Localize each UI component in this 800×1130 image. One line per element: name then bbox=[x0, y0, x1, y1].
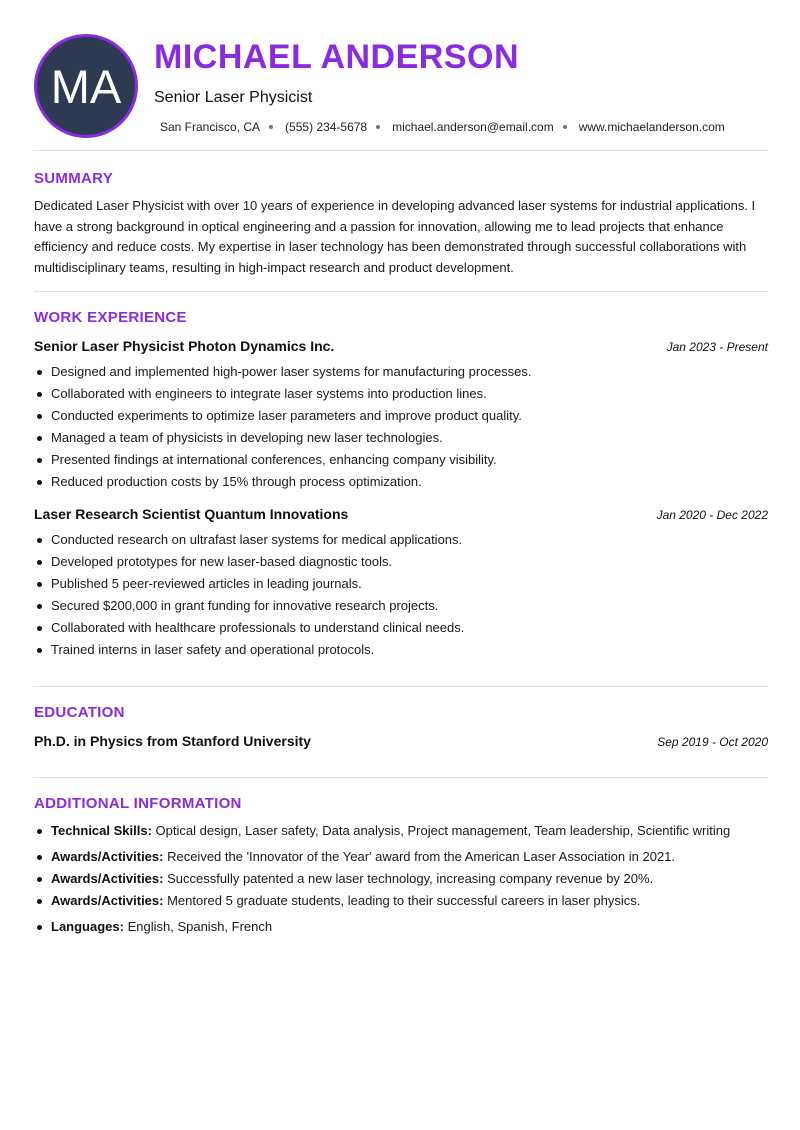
summary-text: Dedicated Laser Physicist with over 10 years of experience in developing advanced laser systems for industrial applications. I have a strong background in optical engineering and a passion for innovation, allowing me to lead projects that enhance efficiency and reduce costs. My expertise in laser technology has been demonstrated through successful collaborations with multidisciplinary teams, resulting in high-impact research and product development. bbox=[34, 198, 756, 275]
job-bullets bbox=[34, 361, 768, 493]
contact-email[interactable]: michael.anderson@email.com bbox=[392, 120, 554, 134]
job-header bbox=[34, 338, 768, 356]
job-role: Senior Laser Physicist Photon Dynamics Inc. bbox=[34, 338, 335, 354]
section-divider bbox=[34, 291, 768, 292]
job-date: Jan 2020 - Dec 2022 bbox=[656, 508, 768, 522]
contact-phone: (555) 234-5678 bbox=[285, 120, 368, 134]
separator-dot-icon bbox=[563, 125, 567, 129]
education-date: Sep 2019 - Oct 2020 bbox=[657, 735, 768, 749]
item-label: Awards/Activities: bbox=[51, 849, 164, 864]
additional-info-heading: ADDITIONAL INFORMATION bbox=[34, 795, 242, 812]
candidate-title: Senior Laser Physicist bbox=[154, 89, 313, 106]
list-item bbox=[34, 820, 768, 842]
work-experience-heading: WORK EXPERIENCE bbox=[34, 309, 187, 326]
list-item: Managed a team of physicists in developing new laser technologies. bbox=[34, 427, 768, 449]
list-item: Presented findings at international conferences, enhancing company visibility. bbox=[34, 449, 768, 471]
list-item bbox=[34, 916, 768, 938]
list-item bbox=[34, 890, 768, 912]
item-label: Languages: bbox=[51, 919, 124, 934]
list-item: Conducted experiments to optimize laser parameters and improve product quality. bbox=[34, 405, 768, 427]
summary-heading: SUMMARY bbox=[34, 170, 114, 187]
list-item: Conducted research on ultrafast laser systems for medical applications. bbox=[34, 529, 768, 551]
item-text: Received the 'Innovator of the Year' award from the American Laser Association in 2021. bbox=[163, 849, 676, 864]
job-header bbox=[34, 506, 768, 524]
list-item bbox=[34, 846, 768, 868]
list-item: Designed and implemented high-power laser systems for manufacturing processes. bbox=[34, 361, 768, 383]
list-item bbox=[34, 868, 768, 890]
item-text: Optical design, Laser safety, Data analysis, Project management, Team leadership, Scientific writing bbox=[151, 823, 731, 838]
list-item: Published 5 peer-reviewed articles in leading journals. bbox=[34, 573, 768, 595]
resume-header bbox=[34, 34, 768, 138]
list-item: Secured $200,000 in grant funding for innovative research projects. bbox=[34, 595, 768, 617]
avatar-initials: MA bbox=[50, 59, 122, 113]
item-text: Successfully patented a new laser technology, increasing company revenue by 20%. bbox=[163, 871, 654, 886]
section-divider bbox=[34, 150, 768, 151]
separator-dot-icon bbox=[376, 125, 380, 129]
item-text: Mentored 5 graduate students, leading to their successful careers in laser physics. bbox=[163, 893, 641, 908]
list-item: Developed prototypes for new laser-based diagnostic tools. bbox=[34, 551, 768, 573]
avatar bbox=[34, 34, 138, 138]
item-label: Awards/Activities: bbox=[51, 893, 164, 908]
item-text: English, Spanish, French bbox=[123, 919, 273, 934]
job-bullets bbox=[34, 529, 768, 661]
contact-line bbox=[160, 120, 725, 134]
job-role: Laser Research Scientist Quantum Innovations bbox=[34, 506, 349, 522]
item-label: Technical Skills: bbox=[51, 823, 152, 838]
education-degree: Ph.D. in Physics from Stanford University bbox=[34, 733, 311, 749]
contact-location: San Francisco, CA bbox=[160, 120, 261, 134]
list-item: Trained interns in laser safety and operational protocols. bbox=[34, 639, 768, 661]
separator-dot-icon bbox=[269, 125, 273, 129]
job-date: Jan 2023 - Present bbox=[666, 340, 768, 354]
item-label: Awards/Activities: bbox=[51, 871, 164, 886]
section-divider bbox=[34, 777, 768, 778]
list-item: Reduced production costs by 15% through process optimization. bbox=[34, 471, 768, 493]
contact-website[interactable]: www.michaelanderson.com bbox=[578, 120, 725, 134]
list-item: Collaborated with engineers to integrate laser systems into production lines. bbox=[34, 383, 768, 405]
education-entry bbox=[34, 733, 768, 751]
candidate-name: MICHAEL ANDERSON bbox=[154, 38, 520, 76]
education-heading: EDUCATION bbox=[34, 704, 125, 721]
additional-info-list bbox=[34, 820, 768, 938]
list-item: Collaborated with healthcare professionals to understand clinical needs. bbox=[34, 617, 768, 639]
section-divider bbox=[34, 686, 768, 687]
